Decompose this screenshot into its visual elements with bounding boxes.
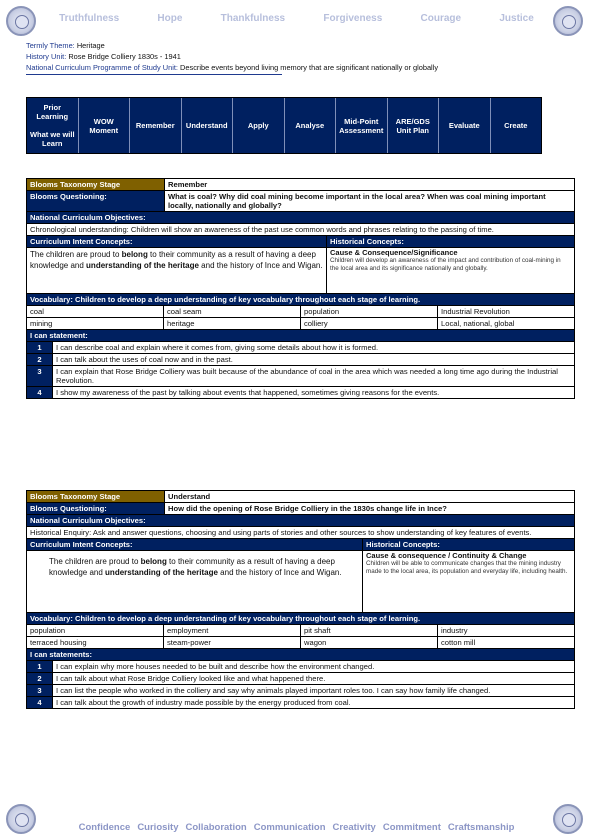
questioning-value: How did the opening of Rose Bridge Colliery in the 1830s change life in Ince?	[168, 504, 447, 513]
ican-label: I can statement:	[30, 331, 88, 340]
questioning-label: Blooms Questioning:	[27, 503, 165, 514]
intent-label: Curriculum Intent Concepts:	[27, 236, 327, 247]
vocab-word: industry	[441, 626, 468, 635]
nco-value: Chronological understanding: Children will show an awareness of the past use common words and phrases relating to the passing of time.	[30, 225, 494, 234]
intent-label: Curriculum Intent Concepts:	[27, 539, 363, 550]
intent-part: and the history of Ince and Wigan.	[217, 567, 342, 577]
vocab-word: steam-power	[164, 637, 301, 648]
values-top-banner	[40, 13, 553, 24]
document-header	[26, 40, 438, 73]
section-understand	[26, 490, 575, 709]
questioning-label: Blooms Questioning:	[27, 191, 165, 211]
hist-title: Cause & consequence / Continuity & Change	[366, 551, 527, 560]
hist-label: Historical Concepts:	[330, 237, 404, 246]
ican-text: I can explain why more houses needed to be built and describe how the environment changed.	[56, 662, 375, 671]
ican-number: 1	[27, 342, 53, 353]
vocab-word: employment	[164, 625, 301, 636]
hist-label: Historical Concepts:	[366, 540, 440, 549]
nav-understand[interactable]: Understand	[182, 98, 234, 153]
section-remember	[26, 178, 575, 399]
ican-number: 3	[27, 366, 53, 386]
intent-bold: understanding of the heritage	[105, 567, 218, 577]
ican-text: I can talk about the uses of coal now and in the past.	[56, 355, 233, 364]
intent-part: and the history of Ince and Wigan.	[198, 260, 323, 270]
ican-number: 3	[27, 685, 53, 696]
stage-value: Remember	[168, 180, 208, 189]
ican-label: I can statements:	[30, 650, 93, 659]
vocab-word: terraced housing	[27, 637, 164, 648]
vocab-word: colliery	[301, 318, 438, 329]
ican-number: 2	[27, 673, 53, 684]
history-unit-value: Rose Bridge Colliery 1830s - 1941	[68, 52, 181, 61]
hist-text: Children will develop an awareness of the impact and contribution of coal-mining in the local area and its significance nationally and globally.	[330, 257, 561, 272]
intent-bold: understanding of the heritage	[86, 260, 199, 270]
vocab-word: population	[27, 625, 164, 636]
hist-concept	[327, 248, 574, 293]
history-unit-label: History Unit:	[26, 52, 67, 61]
hist-concept	[363, 551, 574, 612]
vocab-word: pit shaft	[301, 625, 438, 636]
vocab-label: Vocabulary: Children to develop a deep understanding of key vocabulary throughout each stage of learning.	[30, 614, 421, 623]
nav-apply[interactable]: Apply	[233, 98, 285, 153]
nco-label: National Curriculum Objectives:	[30, 516, 146, 525]
ican-text: I can describe coal and explain where it comes from, giving some details about how it is formed.	[56, 343, 379, 352]
ican-text: I can explain that Rose Bridge Colliery was built because of the abundance of coal in the area which was needed a long time ago during the Industrial Revolution.	[56, 367, 558, 385]
vocab-word: cotton mill	[441, 638, 476, 647]
questioning-value: What is coal? Why did coal mining become important in the local area? When was coal mining important locally, nationally and globally?	[168, 192, 546, 210]
value-word: Justice	[499, 13, 534, 24]
vocab-label: Vocabulary: Children to develop a deep understanding of key vocabulary throughout each stage of learning.	[30, 295, 421, 304]
ican-text: I can list the people who worked in the colliery and say why animals played important roles too. I can say how family life changed.	[56, 686, 491, 695]
hist-text: Children will be able to communicate changes that the mining industry made to the local area, its population and everyday life, including health.	[366, 560, 568, 575]
nav-are-gds-unit-plan[interactable]: ARE/GDS Unit Plan	[388, 98, 440, 153]
ncpos-label: National Curriculum Programme of Study Unit:	[26, 63, 178, 72]
nav-mid-point-assessment[interactable]: Mid-Point Assessment	[336, 98, 388, 153]
ican-number: 1	[27, 661, 53, 672]
value-word: Forgiveness	[323, 13, 383, 24]
value-word: Collaboration	[185, 822, 247, 833]
ncpos-value: Describe events beyond living memory that are significant nationally or globally	[180, 63, 439, 72]
intent-part: to their community as a result of having a deep knowledge and	[49, 557, 335, 577]
value-word: Communication	[253, 822, 326, 833]
nav-create[interactable]: Create	[504, 121, 528, 130]
termly-theme-label: Termly Theme:	[26, 41, 75, 50]
intent-part: The children are proud to	[30, 250, 122, 259]
nco-value: Historical Enquiry: Ask and answer questions, choosing and using parts of stories and other sources to show understanding of key features of events.	[30, 528, 532, 537]
intent-text	[27, 551, 363, 612]
value-word: Hope	[157, 13, 183, 24]
values-bottom-banner	[30, 822, 563, 833]
ican-text: I can talk about the growth of industry made possible by the energy produced from coal.	[56, 698, 351, 707]
value-word: Creativity	[332, 822, 376, 833]
nav-analyse[interactable]: Analyse	[285, 98, 337, 153]
vocab-word: heritage	[164, 318, 301, 329]
value-word: Truthfulness	[59, 13, 120, 24]
ican-number: 4	[27, 697, 53, 708]
ican-text: I show my awareness of the past by talking about events that happened, sometimes giving reasons for the events.	[56, 388, 440, 397]
intent-bold: belong	[121, 250, 148, 259]
intent-part: to their community as a result of having a deep knowledge and	[30, 250, 316, 270]
value-word: Confidence	[78, 822, 131, 833]
stage-value: Understand	[168, 492, 211, 501]
stage-label: Blooms Taxonomy Stage	[27, 491, 165, 502]
value-word: Craftsmanship	[447, 822, 515, 833]
value-word: Commitment	[382, 822, 441, 833]
hist-title: Cause & Consequence/Significance	[330, 248, 458, 257]
vocab-word: Local, national, global	[441, 319, 515, 328]
nav-remember[interactable]: Remember	[130, 98, 182, 153]
value-word: Courage	[420, 13, 462, 24]
ican-number: 4	[27, 387, 53, 398]
header-divider	[26, 74, 282, 75]
nav-evaluate[interactable]: Evaluate	[439, 98, 491, 153]
value-word: Curiosity	[137, 822, 179, 833]
value-word: Thankfulness	[220, 13, 286, 24]
nav-wow-moment[interactable]: WOW Moment	[79, 98, 131, 153]
ican-number: 2	[27, 354, 53, 365]
termly-theme-value: Heritage	[76, 41, 105, 50]
nco-label: National Curriculum Objectives:	[30, 213, 146, 222]
vocab-word: Industrial Revolution	[441, 307, 510, 316]
intent-text	[27, 248, 327, 293]
ican-text: I can talk about what Rose Bridge Colliery looked like and what happened there.	[56, 674, 326, 683]
vocab-word: coal	[27, 306, 164, 317]
vocab-word: population	[301, 306, 438, 317]
vocab-word: coal seam	[164, 306, 301, 317]
intent-part: The children are proud to	[49, 557, 141, 566]
blooms-nav-table	[26, 97, 542, 154]
stage-label: Blooms Taxonomy Stage	[27, 179, 165, 190]
nav-prior-learning[interactable]: Prior Learning What we will Learn	[27, 98, 79, 153]
vocab-word: wagon	[301, 637, 438, 648]
school-seal-top-right-icon	[553, 6, 583, 36]
intent-bold: belong	[140, 557, 167, 566]
school-seal-top-left-icon	[6, 6, 36, 36]
vocab-word: mining	[27, 318, 164, 329]
